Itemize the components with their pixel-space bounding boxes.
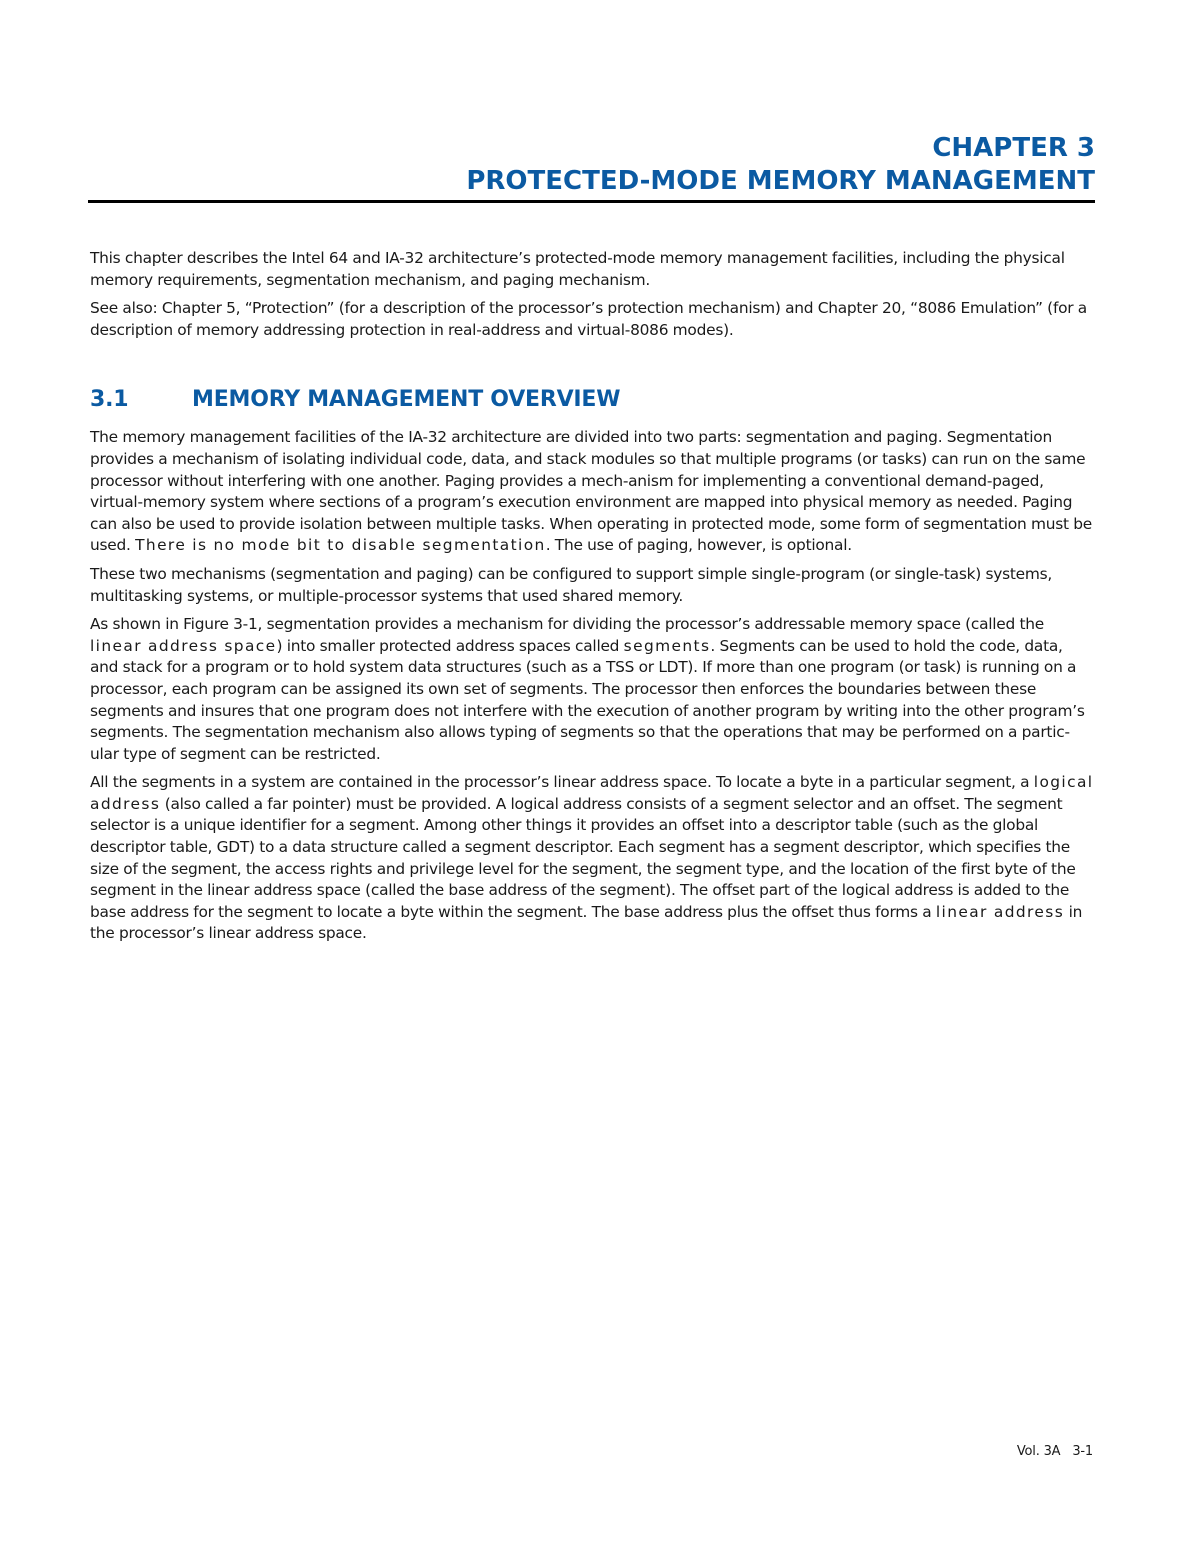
chapter-title: PROTECTED-MODE MEMORY MANAGEMENT xyxy=(466,166,1095,196)
emphasis-text: There is no mode bit to disable segmentation xyxy=(135,536,546,555)
paragraph-text: As shown in Figure 3-1, segmentation provides a mechanism for dividing the processor’s addressable memory space (called the xyxy=(90,615,1044,634)
term-logical-address: logical address xyxy=(90,773,1094,813)
page-number: 3-1 xyxy=(1072,1444,1093,1459)
term-linear-address-space: linear address space xyxy=(90,636,277,655)
paragraph-text: in the processor’s linear address space. xyxy=(90,902,1083,943)
term-linear-address: linear address xyxy=(935,902,1065,921)
volume-label: Vol. 3A xyxy=(1016,1444,1061,1459)
see-also-paragraph: See also: Chapter 5, “Protection” (for a description of the processor’s protection mechanism) and Chapter 20, “8086 Emulation” (for a description of memory addressing protection in real-address and virtual-8086 modes). xyxy=(90,299,1087,339)
chapter-label: CHAPTER 3 xyxy=(932,133,1095,163)
paragraph-text: (also called a far pointer) must be provided. A logical address consists of a segment selector and an offset. The segment selector is a unique identifier for a segment. Among other things it provides an offset into a descriptor table (such as the global descriptor table, GDT) to a data structure called a segment descriptor. Each segment has a segment descriptor, which specifies the size of the segment, the access rights and privilege level for the segment, the segment type, and the location of the first byte of the segment in the linear address space (called the base address of the segment). The offset part of the logical address is added to the base address for the segment to locate a byte within the segment. The base address plus the offset thus forms a xyxy=(90,794,1076,921)
section-paragraph-1 xyxy=(90,427,1094,557)
section-number: 3.1 xyxy=(90,387,129,413)
page-footer xyxy=(1017,1444,1093,1459)
section-paragraph-2: These two mechanisms (segmentation and paging) can be configured to support simple single-program (or single-task) systems, multitasking systems, or multiple-processor systems that used shared memory. xyxy=(90,564,1053,605)
intro-paragraph: This chapter describes the Intel 64 and IA-32 architecture’s protected-mode memory management facilities, including the physical memory requirements, segmentation mechanism, and paging mechanism. xyxy=(90,249,1065,289)
chapter-header xyxy=(88,132,1095,198)
section-paragraph-3 xyxy=(90,614,1094,765)
main-content xyxy=(90,248,1094,952)
chapter-divider xyxy=(88,200,1095,203)
paragraph-text: ) into smaller protected address spaces called xyxy=(276,636,624,655)
section-title: MEMORY MANAGEMENT OVERVIEW xyxy=(192,387,621,413)
paragraph-text: . The use of paging, however, is optional. xyxy=(545,536,852,555)
paragraph-text: All the segments in a system are contained in the processor’s linear address space. To locate a byte in a particular segment, a xyxy=(90,773,1034,792)
section-paragraph-4 xyxy=(90,772,1094,945)
paragraph-text: . Segments can be used to hold the code, data, and stack for a program or to hold system data structures (such as a TSS or LDT). If more than one program (or task) is running on a processor, each program can be assigned its own set of segments. The processor then enforces the boundaries between these segments and insures that one program does not interfere with the execution of another program by writing into the other program’s segments. The segmentation mechanism also allows typing of segments so that the operations that may be performed on a partic-ular type of segment can be restricted. xyxy=(90,636,1085,763)
section-heading xyxy=(90,385,1094,415)
paragraph-text: The memory management facilities of the IA-32 architecture are divided into two parts: segmentation and paging. Segmentation provides a mechanism of isolating individual code, data, and stack modules so that multiple programs (or tasks) can run on the same processor without interfering with one another. Paging provides a mech-anism for implementing a conventional demand-paged, virtual-memory system where sections of a program’s execution environment are mapped into physical memory as needed. Paging can also be used to provide isolation between multiple tasks. When operating in protected mode, some form of segmentation must be used. xyxy=(90,428,1092,555)
term-segments: segments xyxy=(623,636,711,655)
